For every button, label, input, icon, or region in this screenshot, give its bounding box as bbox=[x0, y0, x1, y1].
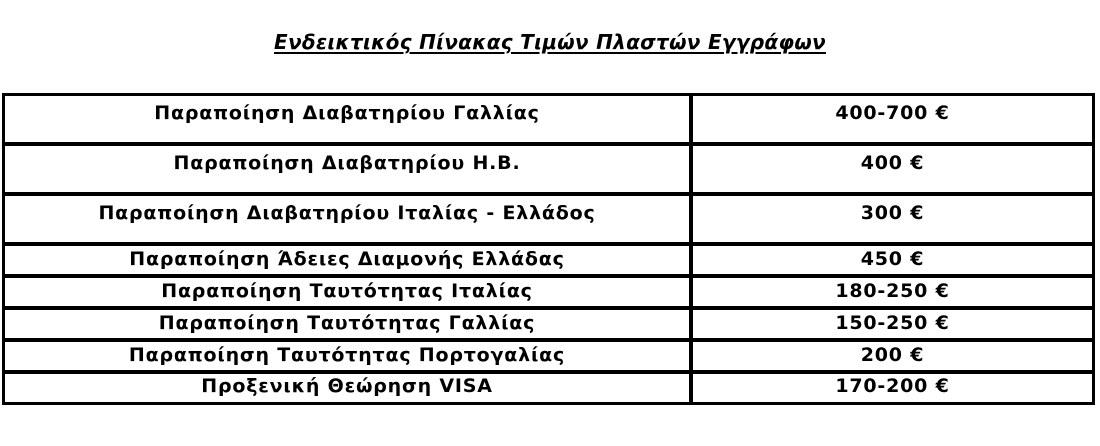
document-label: Παραποίηση Ταυτότητας Πορτογαλίας bbox=[128, 344, 566, 366]
page-title: Ενδεικτικός Πίνακας Τιμών Πλαστών Εγγράφων bbox=[274, 30, 826, 54]
document-cell bbox=[4, 341, 692, 373]
document-label: Παραποίηση Διαβατηρίου Γαλλίας bbox=[154, 102, 540, 124]
document-cell bbox=[4, 145, 692, 195]
document-label: Παραποίηση Ταυτότητας Γαλλίας bbox=[158, 312, 536, 334]
price-cell bbox=[692, 195, 1093, 245]
document-cell bbox=[4, 195, 692, 245]
document-label: Παραποίηση Άδειες Διαμονής Ελλάδας bbox=[129, 248, 565, 270]
document-label: Παραποίηση Διαβατηρίου Ιταλίας - Ελλάδος bbox=[98, 202, 596, 224]
price-table bbox=[2, 93, 1095, 405]
table-row bbox=[4, 245, 1093, 277]
price-value: 150-250 € bbox=[835, 312, 950, 334]
price-value: 400 € bbox=[860, 152, 925, 174]
document-label: Προξενική Θεώρηση VISA bbox=[201, 375, 493, 397]
price-value: 400-700 € bbox=[835, 102, 950, 124]
document-cell bbox=[4, 373, 692, 403]
price-value: 180-250 € bbox=[835, 280, 950, 302]
price-value: 170-200 € bbox=[835, 375, 950, 397]
table-row bbox=[4, 145, 1093, 195]
table-row bbox=[4, 195, 1093, 245]
table-row bbox=[4, 277, 1093, 309]
price-value: 300 € bbox=[860, 202, 925, 224]
document-cell bbox=[4, 277, 692, 309]
table-row bbox=[4, 95, 1093, 145]
price-cell bbox=[692, 309, 1093, 341]
price-cell bbox=[692, 95, 1093, 145]
table-row bbox=[4, 341, 1093, 373]
price-cell bbox=[692, 145, 1093, 195]
document-cell bbox=[4, 309, 692, 341]
document-cell bbox=[4, 245, 692, 277]
price-cell bbox=[692, 277, 1093, 309]
price-value: 200 € bbox=[860, 344, 925, 366]
document-cell bbox=[4, 95, 692, 145]
price-cell bbox=[692, 245, 1093, 277]
price-cell bbox=[692, 341, 1093, 373]
document-label: Παραποίηση Διαβατηρίου Η.Β. bbox=[173, 152, 521, 174]
price-cell bbox=[692, 373, 1093, 403]
price-value: 450 € bbox=[860, 248, 925, 270]
table-row bbox=[4, 309, 1093, 341]
table-row bbox=[4, 373, 1093, 403]
document-label: Παραποίηση Ταυτότητας Ιταλίας bbox=[161, 280, 533, 302]
